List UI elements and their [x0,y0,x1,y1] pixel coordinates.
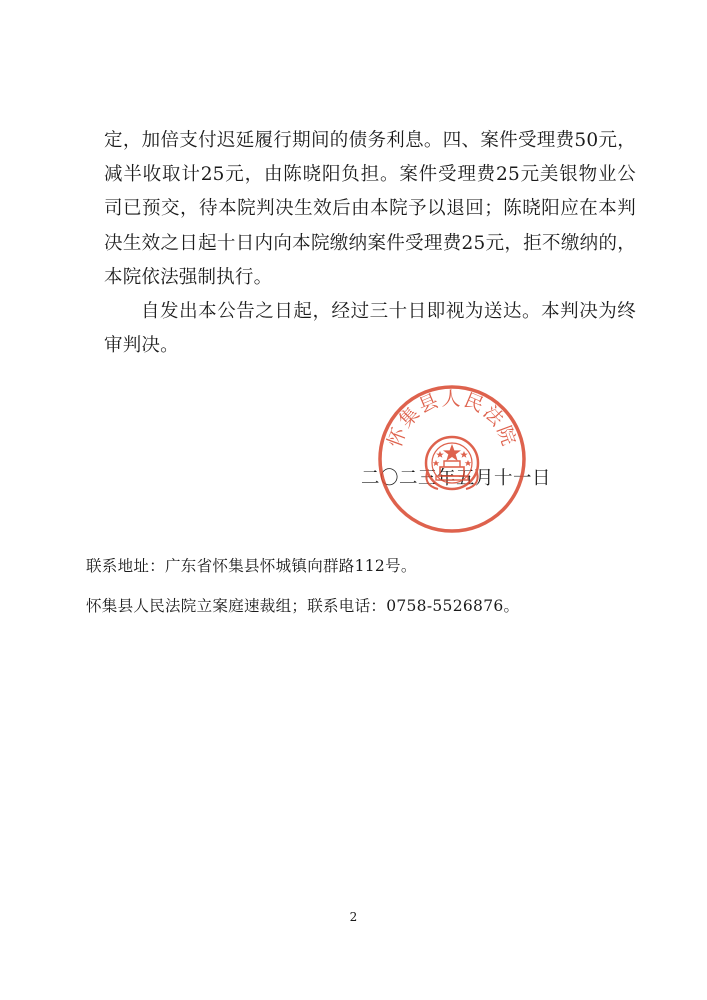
svg-text:怀集县人民法院 [384,388,521,451]
judgment-body [104,124,636,363]
judgment-date: 二〇二三年五月十一日 [361,468,552,489]
seal-text: 怀集县人民法院 [383,387,521,451]
page-number: 2 [349,910,358,924]
court-seal-stamp [376,383,528,535]
paragraph-service-notice: 自发出本公告之日起，经过三十日即视为送达。本判决为终审判决。 [104,301,636,357]
contact-address: 联系地址：广东省怀集县怀城镇向群路112号。 [86,557,417,575]
contact-phone: 怀集县人民法院立案庭速裁组；联系电话：0758-5526876。 [86,597,520,615]
paragraph-judgment-items: 定，加倍支付迟延履行期间的债务利息。四、案件受理费50元，减半收取计25元，由陈晓阳负担。案件受理费25元美银物业公司已预交，待本院判决生效后由本院予以退回；陈晓阳应在本判决生效之日起十日内向本院缴纳案件受理费25元，拒不缴纳的，本院依法强制执行。 [104,130,636,288]
